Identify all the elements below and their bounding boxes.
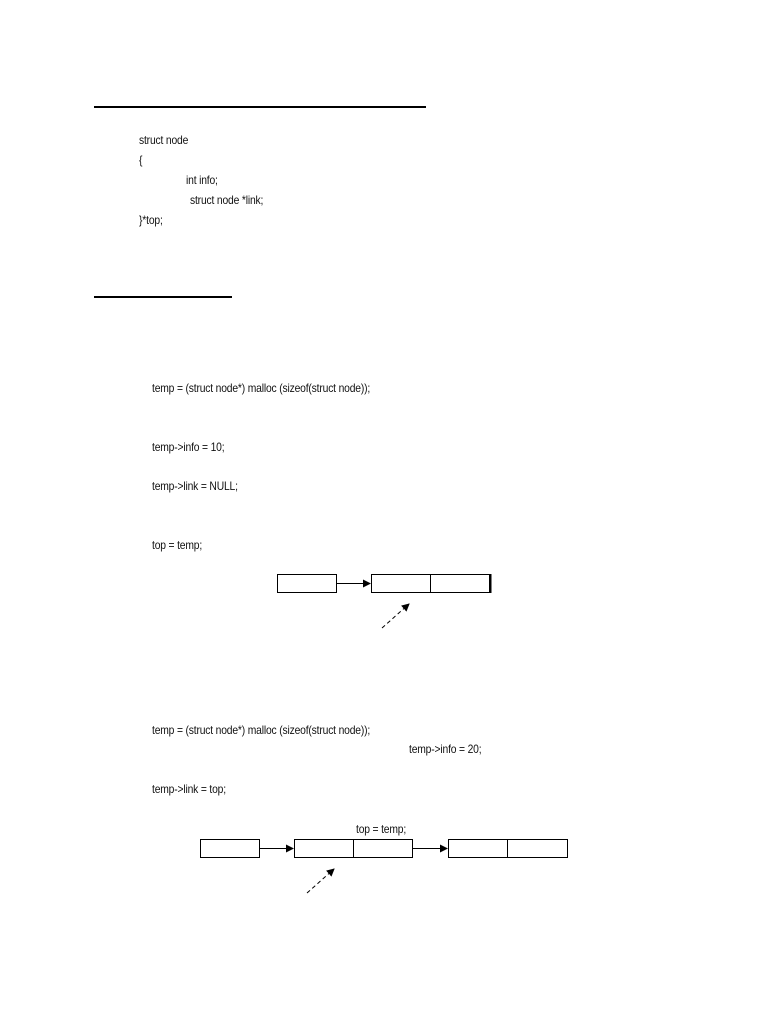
push2-info-line: temp->info = 20; xyxy=(409,742,482,756)
push2-malloc-line: temp = (struct node*) malloc (sizeof(struct node)); xyxy=(152,723,371,737)
struct-line-2: { xyxy=(139,153,143,167)
diagram2-old-node-info-cell xyxy=(449,840,508,858)
diagram2-old-node-link-cell xyxy=(508,840,568,858)
diagram1-node-info-cell xyxy=(372,575,431,593)
diagram2-new-node-info-cell xyxy=(295,840,354,858)
struct-line-3: int info; xyxy=(186,173,218,187)
push2-top-line: top = temp; xyxy=(356,822,407,836)
diagram2-new-node-link-cell xyxy=(354,840,413,858)
diagram1-temp-dashed-arrow xyxy=(382,604,409,628)
diagram2-top-pointer-box xyxy=(201,840,260,858)
push1-malloc-line: temp = (struct node*) malloc (sizeof(struct node)); xyxy=(152,381,371,395)
struct-line-4: struct node *link; xyxy=(190,193,264,207)
push1-top-line: top = temp; xyxy=(152,538,203,552)
diagram2-temp-dashed-arrow xyxy=(307,869,334,893)
diagram1-top-pointer-box xyxy=(278,575,337,593)
diagram-1 xyxy=(278,574,491,628)
push2-link-line: temp->link = top; xyxy=(152,782,226,796)
push1-link-line: temp->link = NULL; xyxy=(152,479,238,493)
struct-line-1: struct node xyxy=(139,133,189,147)
diagram1-node-link-cell xyxy=(431,575,490,593)
struct-line-5: }*top; xyxy=(139,213,163,227)
diagram-2 xyxy=(201,840,568,894)
push1-info-line: temp->info = 10; xyxy=(152,440,225,454)
